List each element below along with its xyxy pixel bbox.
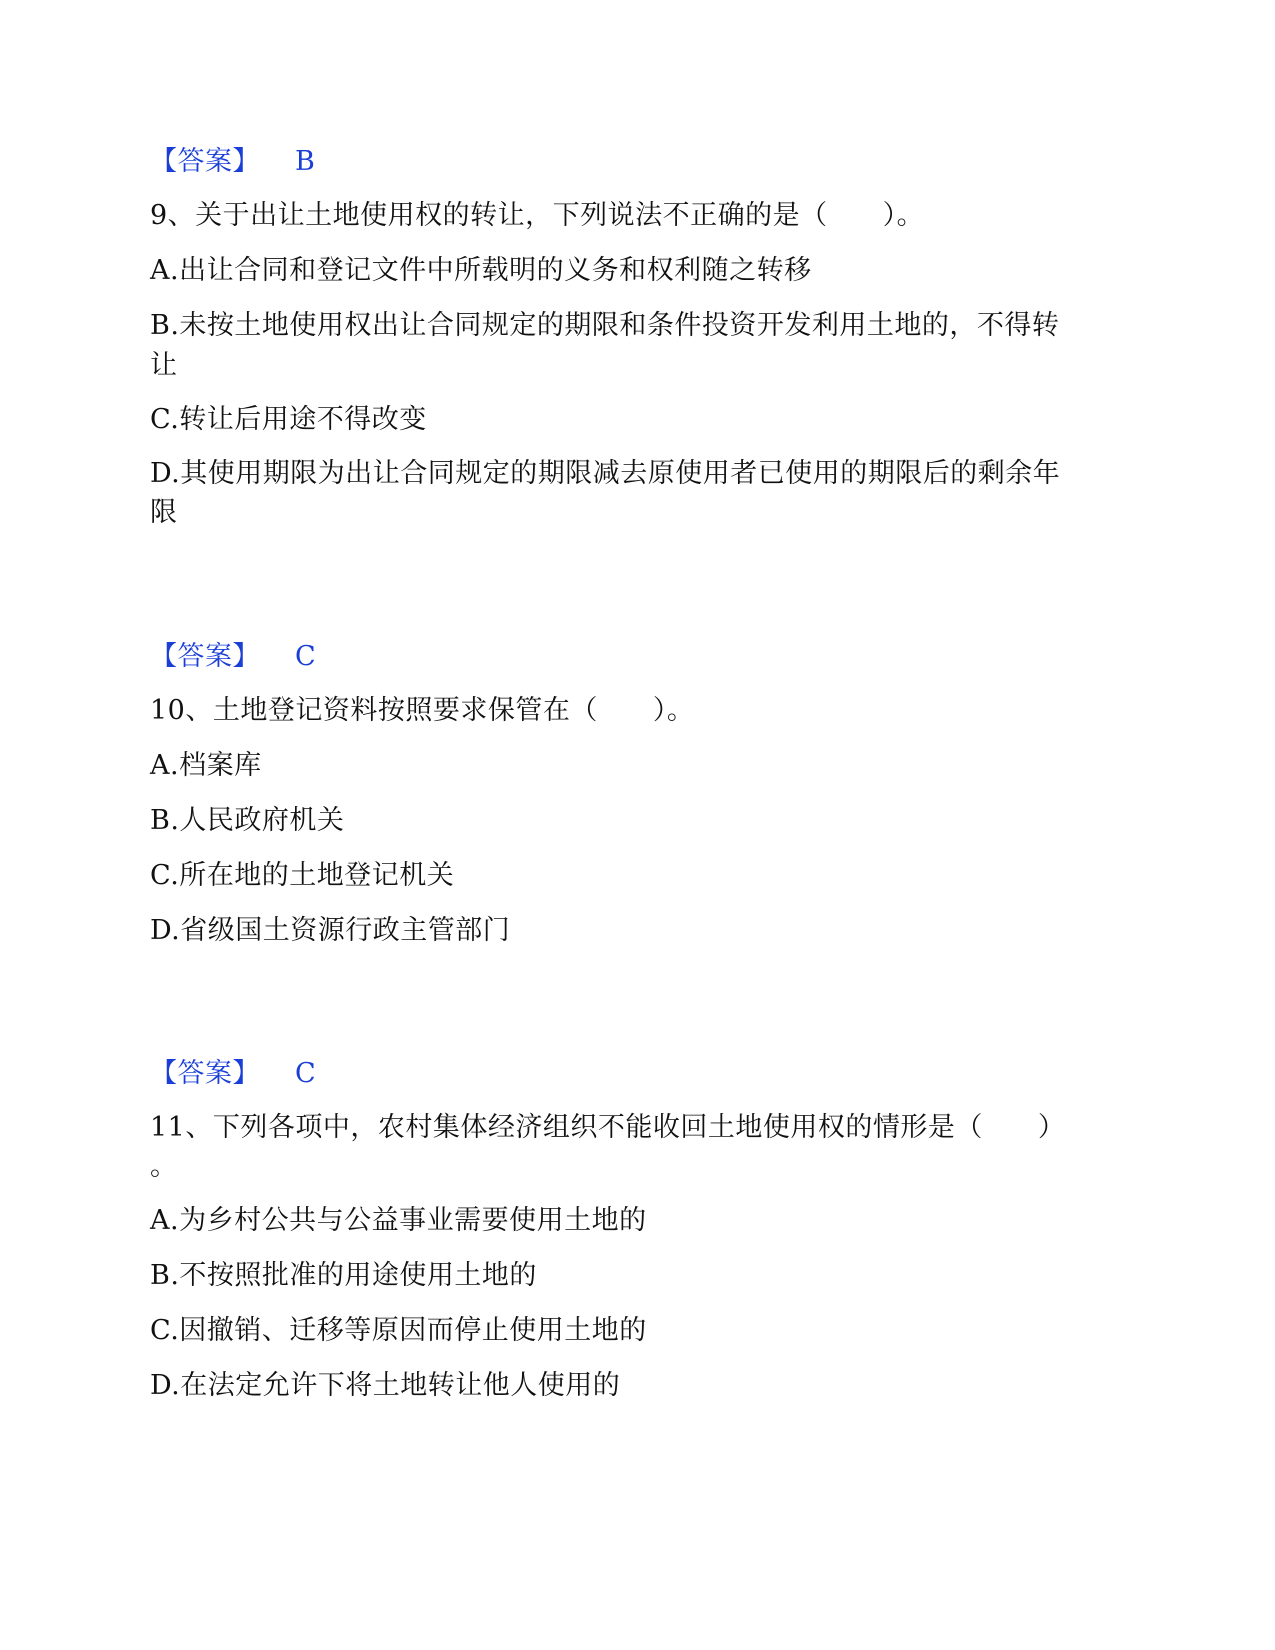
option-d: D.省级国土资源行政主管部门 bbox=[150, 915, 511, 946]
option-a: A.出让合同和登记文件中所载明的义务和权利随之转移 bbox=[150, 255, 812, 286]
option-d-continued: 限 bbox=[150, 497, 178, 528]
option-d: D.其使用期限为出让合同规定的期限减去原使用者已使用的期限后的剩余年 bbox=[150, 458, 1061, 489]
option-c: C.转让后用途不得改变 bbox=[150, 404, 427, 435]
answer-line bbox=[150, 142, 316, 182]
option-c: C.因撤销、迁移等原因而停止使用土地的 bbox=[150, 1315, 647, 1346]
option-a: A.档案库 bbox=[150, 750, 262, 781]
answer-label: 【答案】 bbox=[150, 1058, 260, 1089]
option-b: B.未按土地使用权出让合同规定的期限和条件投资开发利用土地的，不得转 bbox=[150, 310, 1060, 341]
answer-value: C bbox=[295, 641, 317, 672]
answer-label: 【答案】 bbox=[150, 146, 260, 177]
question-text: 10、土地登记资料按照要求保管在（ ）。 bbox=[150, 695, 695, 726]
option-b: B.人民政府机关 bbox=[150, 805, 345, 836]
question-text: 11、下列各项中，农村集体经济组织不能收回土地使用权的情形是（ ） bbox=[150, 1112, 1066, 1143]
answer-value: B bbox=[295, 146, 316, 177]
option-a: A.为乡村公共与公益事业需要使用土地的 bbox=[150, 1205, 647, 1236]
question-text-continued: 。 bbox=[150, 1151, 178, 1182]
option-b-continued: 让 bbox=[150, 350, 178, 381]
answer-line bbox=[150, 1054, 317, 1094]
answer-value: C bbox=[295, 1058, 317, 1089]
question-text: 9、关于出让土地使用权的转让，下列说法不正确的是（ ）。 bbox=[150, 200, 925, 231]
option-d: D.在法定允许下将土地转让他人使用的 bbox=[150, 1370, 621, 1401]
option-c: C.所在地的土地登记机关 bbox=[150, 860, 455, 891]
answer-line bbox=[150, 637, 317, 677]
answer-label: 【答案】 bbox=[150, 641, 260, 672]
option-b: B.不按照批准的用途使用土地的 bbox=[150, 1260, 537, 1291]
